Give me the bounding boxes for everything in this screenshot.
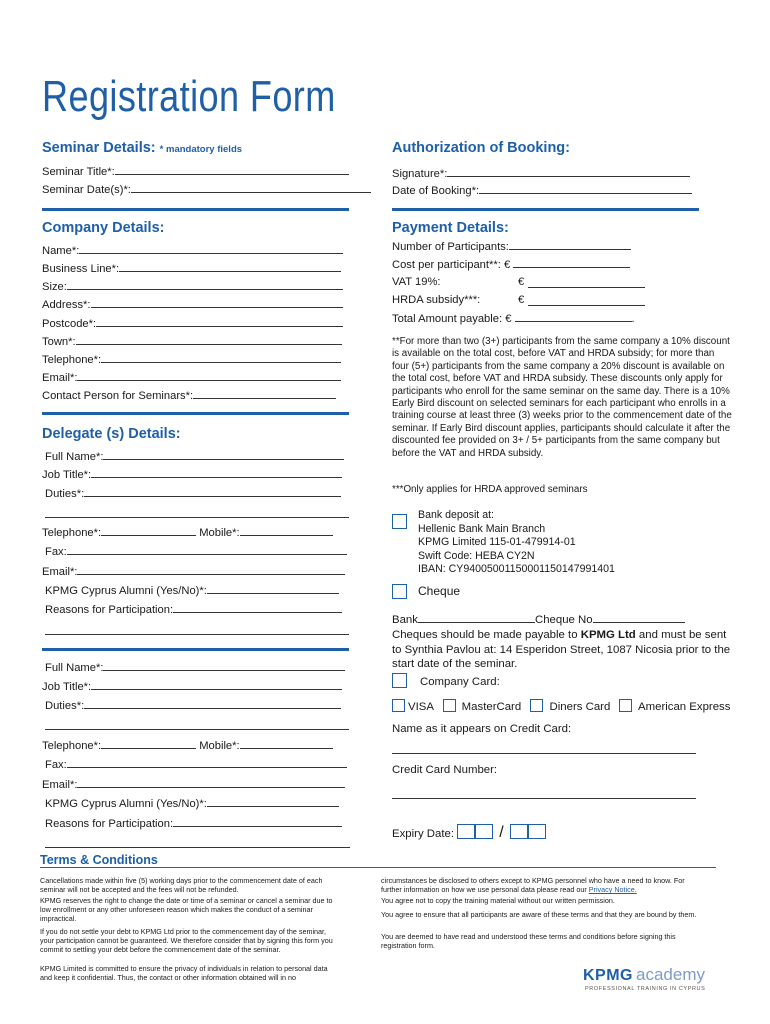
company-name-field[interactable]: Name*: [42, 244, 343, 257]
visa-option[interactable]: VISA [392, 701, 433, 713]
amex-checkbox[interactable] [619, 699, 632, 712]
terms-copy: You agree not to copy the training material without our written permission. [381, 896, 615, 905]
delegate-reasons-line2[interactable] [45, 838, 350, 851]
terms-cancellation: Cancellations made within five (5) working days prior to the commencement date of each seminar will not be accepted and the fees will not be refunded. [40, 876, 323, 895]
booking-date-field[interactable]: Date of Booking*: [392, 184, 692, 197]
expiry-field[interactable]: Expiry Date: / [392, 824, 546, 842]
card-number-input[interactable] [392, 789, 696, 802]
discount-note: **For more than two (3+) participants from the same company a 10% discount is available on the total cost, before VAT and HRDA subsidy; for more than four (5+) participants from the same company a 20% discount is available on the total cost, before VAT and HRDA subsidy. These discounts only apply for participants who enroll for the same seminar on the same day. There is a 10% Early Bird discount on selected seminars for each participant who enrolls in a training course at least three (3) weeks prior to the commencement date of the seminar. If Early Bird discount applies, participants should calculate it after the discounted fee provided on 3+ / 5+ participants from the same company but before the VAT and HRDA subsidy. [392, 336, 732, 459]
terms-awareness: You agree to ensure that all participants are aware of these terms and that they are bound by them. [381, 910, 697, 919]
delegate-duties-field[interactable]: Duties*: [45, 487, 341, 500]
delegate-phone-field[interactable]: Telephone*: Mobile*: [42, 739, 333, 752]
expiry-month-box-2[interactable] [475, 824, 493, 839]
delegate-reasons-field[interactable]: Reasons for Participation: [45, 603, 342, 616]
postcode-field[interactable]: Postcode*: [42, 317, 343, 330]
delegate-reasons-line2[interactable] [45, 625, 349, 638]
delegate-duties-line2[interactable] [45, 508, 349, 521]
cheque-instructions: Cheques should be made payable to KPMG Ltd and must be sent to Synthia Pavlou at: 14 Esperidon Street, 1087 Nicosia prior to the start date of the seminar. [392, 629, 731, 671]
delegate-alumni-field[interactable]: KPMG Cyprus Alumni (Yes/No)*: [45, 797, 339, 810]
cheque-bank-field[interactable]: Bank Cheque No [392, 613, 685, 626]
delegate-fax-field[interactable]: Fax: [45, 758, 347, 771]
logo-tagline: PROFESSIONAL TRAINING IN CYPRUS [585, 986, 706, 992]
logo-brand: KPMG [583, 967, 633, 984]
delegate-heading: Delegate (s) Details: [42, 426, 181, 442]
vat-field[interactable]: VAT 19%: € [392, 276, 441, 288]
company-heading: Company Details: [42, 220, 165, 236]
visa-checkbox[interactable] [392, 699, 405, 712]
delegate-phone-field[interactable]: Telephone*: Mobile*: [42, 526, 333, 539]
delegate-email-field[interactable]: Email*: [42, 778, 345, 791]
delegate-job-title-field[interactable]: Job Title*: [42, 680, 342, 693]
seminar-dates-field[interactable]: Seminar Date(s)*: [42, 183, 371, 196]
mastercard-option[interactable]: MasterCard [443, 701, 522, 713]
bank-deposit-details: Bank deposit at: Hellenic Bank Main Branch KPMG Limited 115-01-479914-01 Swift Code: HEBA CY2N IBAN: CY94005001150001150147991401 [418, 509, 615, 576]
diners-checkbox[interactable] [530, 699, 543, 712]
company-card-checkbox[interactable] [392, 673, 407, 688]
delegate-alumni-field[interactable]: KPMG Cyprus Alumni (Yes/No)*: [45, 584, 339, 597]
total-field[interactable]: Total Amount payable: € . [392, 313, 635, 325]
terms-payment: If you do not settle your debt to KPMG Ltd prior to the commencement day of the seminar, your participation cannot be guaranteed. We therefore consider that by signing this form you commit to settling your debt before the commencement date of the seminar. [40, 927, 333, 955]
bank-deposit-checkbox[interactable] [392, 514, 407, 529]
terms-divider [40, 867, 716, 868]
terms-change-rights: KPMG reserves the right to change the date or time of a seminar or cancel a seminar due to low enrollment or any other unforeseen reason which makes the conduct of a seminar impractical. [40, 896, 333, 924]
terms-deemed: You are deemed to have read and understood these terms and conditions before signing this registration form. [381, 932, 676, 951]
name-on-card-label: Name as it appears on Credit Card: [392, 723, 572, 735]
cheque-label: Cheque [418, 584, 461, 598]
mandatory-note: * mandatory fields [159, 144, 243, 155]
delegate-fax-field[interactable]: Fax: [45, 545, 347, 558]
card-number-label: Credit Card Number: [392, 764, 498, 776]
page-title: Registration Form [42, 72, 336, 121]
delegate-job-title-field[interactable]: Job Title*: [42, 468, 342, 481]
size-field[interactable]: Size: [42, 280, 343, 293]
diners-option[interactable]: Diners Card [530, 701, 610, 713]
section-divider [392, 208, 699, 211]
privacy-notice-link[interactable]: Privacy Notice. [588, 885, 637, 895]
seminar-heading: Seminar Details: * mandatory fields [42, 140, 243, 156]
terms-heading: Terms & Conditions [40, 853, 158, 867]
cheque-checkbox[interactable] [392, 584, 407, 599]
signature-field[interactable]: Signature*: [392, 167, 690, 180]
cost-field[interactable]: Cost per participant**: € [392, 258, 630, 271]
section-divider [42, 412, 349, 415]
terms-privacy-cont: circumstances be disclosed to others except to KPMG personnel who have a need to know. For further information on how we use personal data please read our Privacy Notice. [381, 876, 685, 895]
hrda-field[interactable]: HRDA subsidy***: € [392, 294, 480, 306]
delegate-reasons-field[interactable]: Reasons for Participation: [45, 817, 342, 830]
seminar-title-field[interactable]: Seminar Title*: [42, 165, 349, 178]
company-card-label: Company Card: [420, 676, 500, 688]
contact-person-field[interactable]: Contact Person for Seminars*: [42, 389, 336, 402]
expiry-year-box-1[interactable] [510, 824, 528, 839]
telephone-field[interactable]: Telephone*: [42, 353, 341, 366]
authorization-heading: Authorization of Booking: [392, 140, 570, 156]
delegate-full-name-field[interactable]: Full Name*: [45, 661, 345, 674]
delegate-duties-field[interactable]: Duties*: [45, 699, 341, 712]
payment-heading: Payment Details: [392, 220, 509, 236]
hrda-note: ***Only applies for HRDA approved seminars [392, 484, 588, 495]
delegate-email-field[interactable]: Email*: [42, 565, 345, 578]
mastercard-checkbox[interactable] [443, 699, 456, 712]
participants-field[interactable]: Number of Participants: [392, 240, 631, 253]
email-field[interactable]: Email*: [42, 371, 341, 384]
logo-product: academy [636, 965, 705, 984]
section-divider [42, 208, 349, 211]
card-type-options [392, 699, 730, 713]
business-line-field[interactable]: Business Line*: [42, 262, 341, 275]
section-divider [42, 648, 349, 651]
name-on-card-input[interactable] [392, 744, 696, 757]
expiry-year-box-2[interactable] [528, 824, 546, 839]
address-field[interactable]: Address*: [42, 298, 343, 311]
amex-option[interactable]: American Express [619, 701, 730, 713]
kpmg-academy-logo [583, 965, 706, 992]
terms-privacy: KPMG Limited is committed to ensure the privacy of individuals in relation to personal data and keep it confidential. Thus, the contact or other information obtained will in no [40, 964, 328, 983]
delegate-duties-line2[interactable] [45, 720, 349, 733]
expiry-month-box-1[interactable] [457, 824, 475, 839]
town-field[interactable]: Town*: [42, 335, 342, 348]
delegate-full-name-field[interactable]: Full Name*: [45, 450, 344, 463]
